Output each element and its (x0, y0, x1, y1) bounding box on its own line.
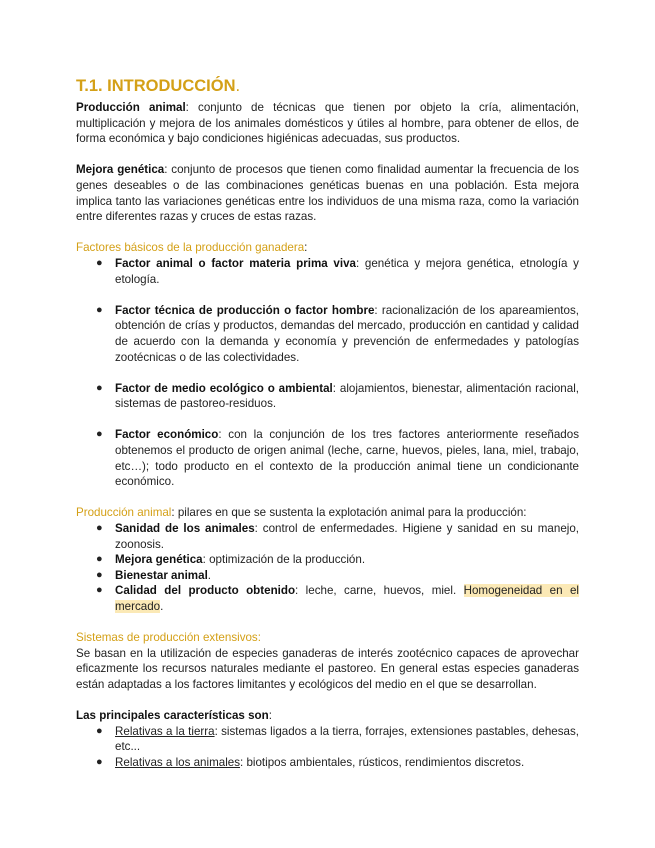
heading-colon: : (268, 709, 272, 723)
item-term: Sanidad de los animales (115, 522, 255, 536)
list-item (76, 583, 579, 614)
extensivos-paragraph: Se basan en la utilización de especies ganaderas de interés zootécnico capaces de aprovechar eficazmente los recursos naturales mediante el pastoreo. En general estas especies ganaderas están adaptadas a los factores limitantes y ecológicos del medio en el que se desarrollan. (76, 646, 579, 691)
list-item (76, 755, 579, 771)
list-item (76, 427, 579, 489)
document-page (76, 76, 579, 771)
item-text: : control de enfermedades. Higiene y sanidad en su manejo, zoonosis. (115, 522, 580, 551)
definition-produccion-animal (76, 100, 579, 147)
item-text: : genética y mejora genética, etnología y etología. (115, 256, 579, 286)
item-text: : biotipos ambientales, rústicos, rendimientos discretos. (240, 755, 525, 769)
bullet-icon: ● (96, 584, 103, 597)
bullet-icon: ● (96, 568, 103, 581)
heading-text: Las principales características son (76, 709, 269, 723)
bullet-icon: ● (96, 553, 103, 566)
item-term: Factor animal o factor materia prima viva (115, 256, 356, 270)
item-text: : leche, carne, huevos, miel. (295, 584, 464, 598)
item-term: Factor económico (115, 428, 219, 442)
heading-text: Factores básicos de la producción ganadera (76, 241, 305, 255)
title-text: T.1. INTRODUCCIÓN (76, 77, 236, 95)
heading-colon: : (257, 631, 261, 645)
item-text: : optimización de la producción. (202, 553, 366, 567)
item-term: Relativas a la tierra (115, 724, 215, 738)
list-item (76, 568, 579, 584)
bullet-icon: ● (96, 755, 103, 768)
bullet-icon: ● (96, 724, 103, 737)
highlighted-text: Homogeneidad en el mercado (115, 584, 579, 613)
list-item (76, 256, 579, 287)
item-end: . (160, 600, 164, 613)
page-title (76, 76, 579, 96)
bullet-icon: ● (96, 256, 103, 269)
definition-term: Mejora genética (76, 163, 165, 177)
list-item (76, 552, 579, 568)
caracteristicas-list (76, 724, 579, 771)
list-item (76, 521, 579, 552)
item-text: : con la conjunción de los tres factores anteriormente reseñados obtenemos el producto de origen animal (leche, carne, huevos, pieles, lana, miel, trabajo, etc…); todo producto en el contexto de la producción animal tiene un condicionante económico. (115, 428, 579, 489)
item-text: : racionalización de los apareamientos, obtención de crías y productos, demandas del mercado, producción en cantidad y calidad de acuerdo con la demanda y economía y prevención de enfermedades y patologías zootécnicas o de las colectividades. (115, 303, 579, 364)
item-term: Calidad del producto obtenido (115, 584, 296, 598)
section-heading-factores (76, 240, 579, 256)
bullet-icon: ● (96, 522, 103, 535)
heading-text: Sistemas de producción extensivos (76, 631, 258, 645)
section-heading-caracteristicas (76, 708, 579, 724)
item-text: : alojamientos, bienestar, alimentación racional, sistemas de pastoreo-residuos. (115, 381, 579, 411)
definition-text: : conjunto de procesos que tienen como finalidad aumentar la frecuencia de los genes deseables o de las combinaciones genéticas buenas en una población. Esta mejora implica tanto las variaciones genéticas entre los individuos de una misma raza, como la variación entre diferentes razas y cruces de estas razas. (76, 163, 579, 224)
item-term: Factor de medio ecológico o ambiental (115, 381, 333, 395)
definition-text: : conjunto de técnicas que tienen por objeto la cría, alimentación, multiplicación y mejora de los animales domésticos y útiles al hombre, para obtener de ellos, de forma económica y bajo condiciones higiénicas adecuadas, sus productos. (76, 101, 579, 146)
item-term: Relativas a los animales (115, 755, 241, 769)
heading-rest: : pilares en que se sustenta la explotación animal para la producción: (171, 506, 527, 520)
heading-text: Producción animal (76, 506, 172, 520)
list-item (76, 381, 579, 412)
section-heading-extensivos (76, 630, 579, 646)
title-dot: . (235, 77, 241, 95)
heading-colon: : (304, 241, 308, 255)
item-text: . (207, 568, 212, 582)
factores-list (76, 256, 579, 490)
list-item (76, 724, 579, 755)
item-term: Mejora genética (115, 553, 203, 567)
pilares-list (76, 521, 579, 615)
list-item (76, 303, 579, 365)
item-term: Bienestar animal (115, 568, 208, 582)
bullet-icon: ● (96, 381, 103, 394)
item-text: : sistemas ligados a la tierra, forrajes, extensiones pastables, dehesas, etc... (115, 724, 579, 754)
bullet-icon: ● (96, 303, 103, 316)
bullet-icon: ● (96, 428, 103, 441)
definition-term: Producción animal (76, 101, 186, 114)
item-term: Factor técnica de producción o factor hombre (115, 303, 375, 317)
section-heading-pilares (76, 505, 579, 521)
definition-mejora-genetica (76, 162, 579, 224)
